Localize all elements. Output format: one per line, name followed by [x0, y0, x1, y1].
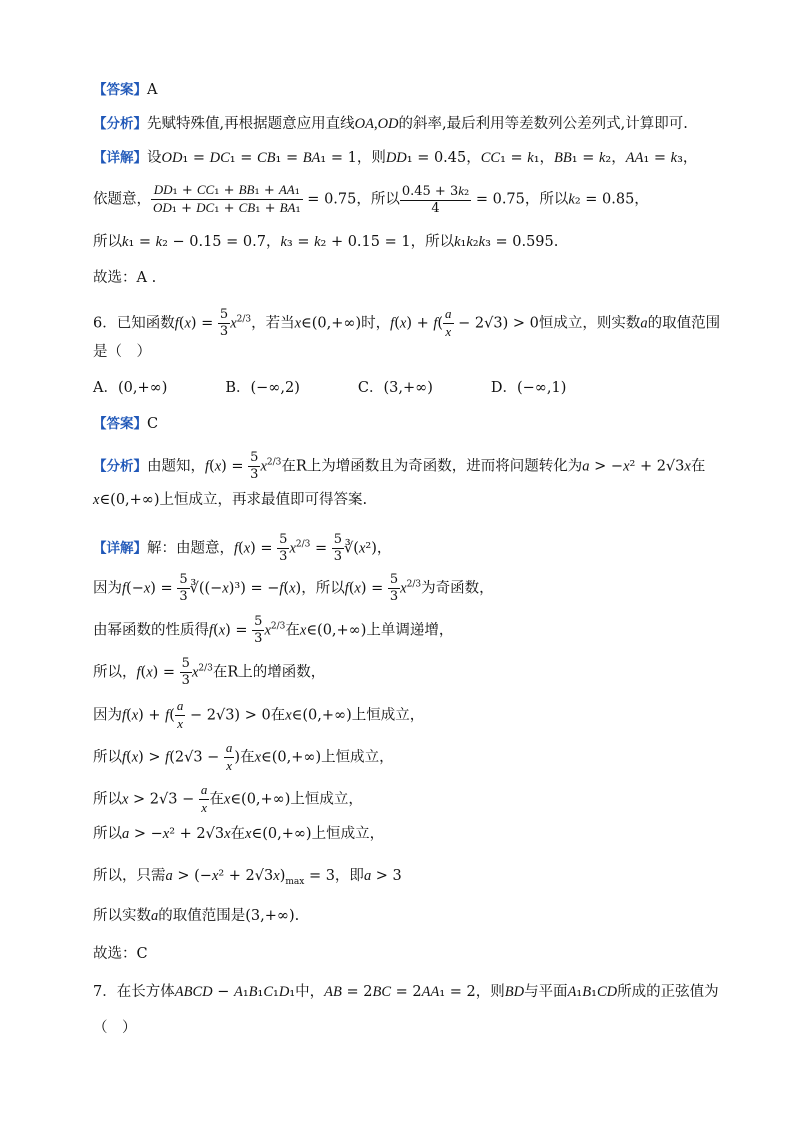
text-line: 所以k₁ = k₂ − 0.15 = 0.7，k₃ = k₂ + 0.15 = 1，所以k₁k₂k₃ = 0.595. [93, 234, 559, 250]
text-line: 【分析】先赋特殊值,再根据题意应用直线OA,OD的斜率,最后利用等差数列公差列式,计算即可. [93, 116, 688, 132]
text-line: 故选：C [93, 946, 148, 962]
text-line: 所以，只需$a > (-x^2 + 2√3x)_{max} = 3$，即a > 3 [93, 868, 402, 887]
text-line: 因为f(x) + f( $\frac{a}{x}$ − 2√3) > 0在x∈(0,+∞)上恒成立， [93, 698, 425, 731]
text-line: x∈(0,+∞)上恒成立，再求最值即可得答案. [93, 492, 368, 508]
text-line: 【详解】设OD₁ = DC₁ = CB₁ = BA₁ = 1，则DD₁ = 0.45，CC₁ = k₁，BB₁ = k₂，AA₁ = k₃， [93, 150, 698, 166]
text-line: 【答案】A [93, 82, 158, 98]
text-line: 所以f(x) > f(2√3 − $\frac{a}{x}$ )在x∈(0,+∞)上恒成立， [93, 740, 394, 773]
text-line: 故选：A . [93, 270, 157, 286]
text-line: 由幂函数的性质得f(x) = $\frac{5}{3}$ $x^{2/3}$在x∈(0,+∞)上单调递增， [93, 614, 454, 646]
text-line: 【分析】由题知，f(x) = $\frac{5}{3}$ $x^{2/3}$在R上为增函数且为奇函数，进而将问题转化为a > −x² + 2√3x在 [93, 450, 706, 482]
text-line: 7．在长方体ABCD − A₁B₁C₁D₁中，AB = 2BC = 2AA₁ = 2，则BD与平面A₁B₁CD所成的正弦值为 [93, 984, 719, 1000]
text-line: 所以a > −x² + 2√3x在x∈(0,+∞)上恒成立， [93, 826, 385, 842]
text-line: （ ） [93, 1020, 137, 1036]
text-line: 6．已知函数f(x) = $\frac{5}{3}$ $x^{2/3}$，若当x∈(0,+∞)时，f(x) + f( $\frac{a}{x}$ − 2√3) > 0恒成立，则实数a的取值范围 [93, 306, 721, 339]
text-line: 因为f(−x) = $\frac{5}{3}$ ∛((−x)³) = −f(x)，所以f(x) = $\frac{5}{3}$ $x^{2/3}$为奇函数， [93, 572, 494, 604]
text-line: 依题意， $\frac{\text{DD₁ + CC₁ + BB₁ + AA₁}}{\text{OD₁ + DC₁ + CB₁ + BA₁}}$ = 0.75，所以 $\frac{\text{0.45 + 3k₂}}{4}$ = 0.75，所以k₂ = 0.85， [93, 182, 649, 216]
text-line: 所以实数a的取值范围是(3,+∞). [93, 908, 300, 924]
text-line: 所以x > 2√3 − $\frac{a}{x}$ 在x∈(0,+∞)上恒成立， [93, 782, 363, 815]
text-line: 所以，f(x) = $\frac{5}{3}$ $x^{2/3}$在R上的增函数， [93, 656, 326, 688]
text-line: 【详解】解：由题意，f(x) = $\frac{5}{3}$ $x^{2/3}$ = $\frac{5}{3}$ ∛(x²)， [93, 532, 392, 564]
text-line: A．(0,+∞) B．(−∞,2) C．(3,+∞) D．(−∞,1) [93, 380, 567, 396]
text-line: 是（ ） [93, 344, 151, 360]
text-line: 【答案】C [93, 416, 159, 432]
